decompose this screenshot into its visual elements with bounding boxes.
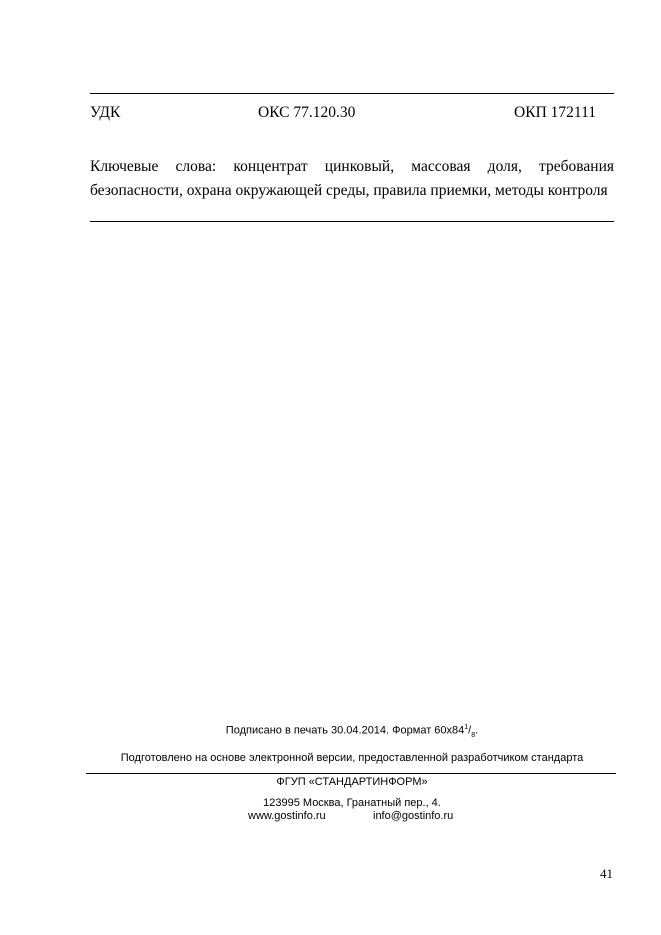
oks-label: ОКС 77.120.30 xyxy=(258,104,356,121)
imprint-email: info@gostinfo.ru xyxy=(373,810,454,822)
page-number: 41 xyxy=(600,866,613,881)
keywords-rule xyxy=(90,221,614,222)
imprint-prepared: Подготовлено на основе электронной версии, предоставленной разработчиком стандарта xyxy=(120,752,584,764)
keywords-paragraph xyxy=(90,155,614,203)
imprint-signed: Подписано в печать 30.04.2014. Формат $60х84^1/_8$. xyxy=(225,724,479,739)
imprint-website: www.gostinfo.ru xyxy=(248,810,326,822)
udk-label: УДК xyxy=(90,104,121,121)
okp-label: ОКП 172111 xyxy=(514,104,596,121)
signed-text: Подписано в печать 30.04.2014. Формат 60х84 xyxy=(225,724,465,737)
imprint-address: 123995 Москва, Гранатный пер., 4. xyxy=(263,797,441,809)
keywords-line-1: Ключевые слова: концентрат цинковый, массовая доля, требования xyxy=(90,158,614,175)
imprint-rule xyxy=(86,773,616,774)
top-rule xyxy=(90,93,614,94)
signed-suffix: . xyxy=(475,724,479,737)
classification-codes xyxy=(90,104,614,124)
format-numerator: 1 xyxy=(464,724,469,731)
keywords-line-2: безопасности, охрана окружающей среды, правила приемки, методы контроля xyxy=(90,182,608,199)
imprint-publisher: ФГУП «СТАНДАРТИНФОРМ» xyxy=(276,776,428,788)
format-denominator: 8 xyxy=(471,731,476,739)
